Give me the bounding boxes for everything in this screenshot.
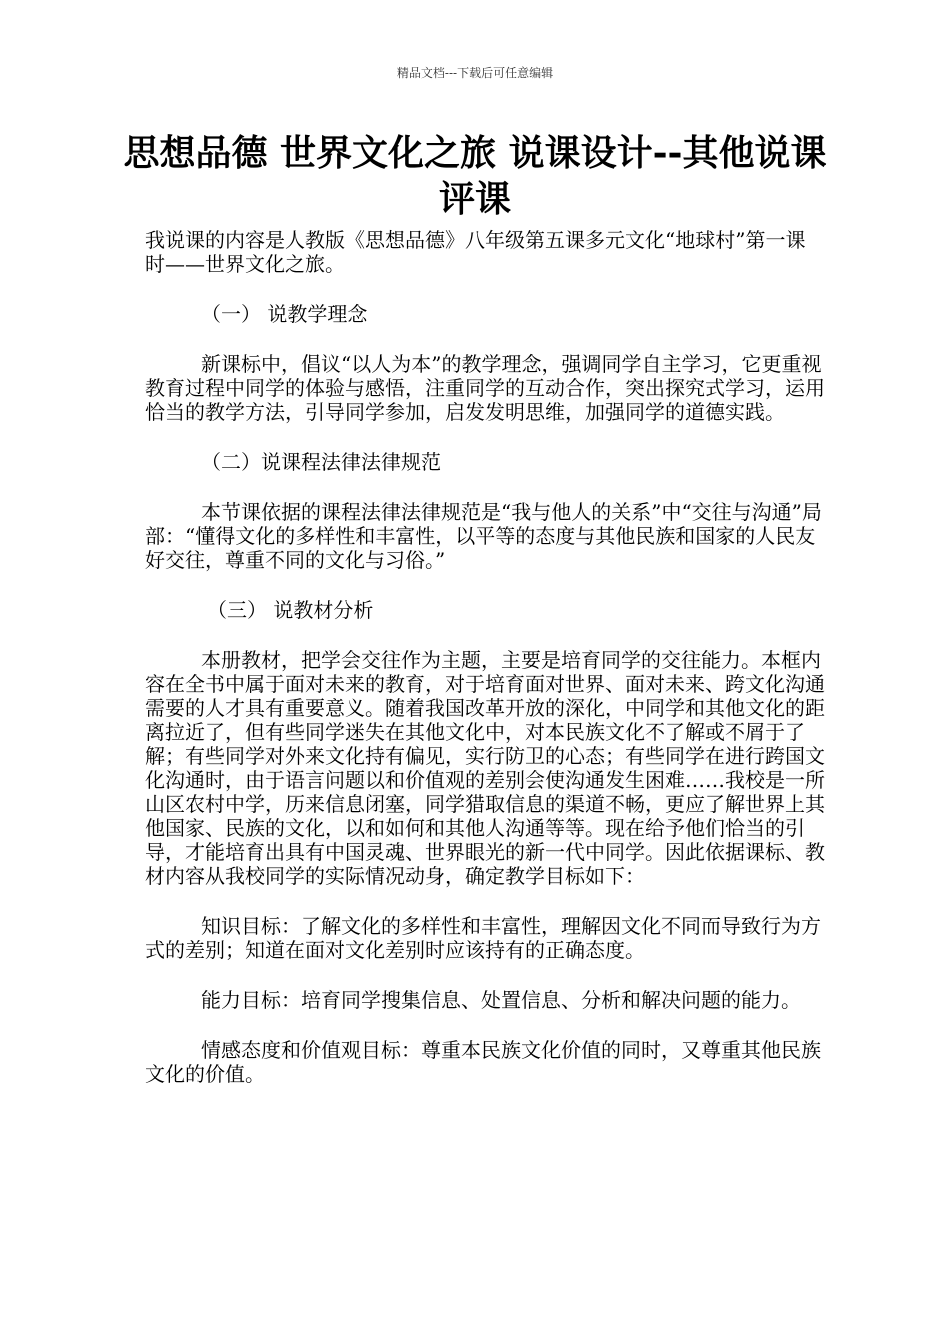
section-heading-textbook-analysis: （三） 说教材分析 (207, 598, 374, 622)
paragraph-textbook-analysis: 本册教材，把学会交往作为主题，主要是培育同学的交往能力。本框内容在全书中属于面对未来的教育，对于培育面对世界、面对未来、跨文化沟通需要的人才具有重要意义。随着我国改革开放的深化，中同学和其他文化的距离拉近了，但有些同学迷失在其他文化中，对本民族文化不了解或不屑于了解；有些同学对外来文化持有偏见，实行防卫的心态；有些同学在进行跨国文化沟通时，由于语言问题以和价值观的差别会使沟通发生困难……我校是一所山区农村中学，历来信息闭塞，同学猎取信息的渠道不畅，更应了解世界上其他国家、民族的文化，以和如何和其他人沟通等等。现在给予他们恰当的引导，才能培育出具有中国灵魂、世界眼光的新一代中同学。因此依据课标、教材内容从我校同学的实际情况动身，确定教学目标如下： (145, 648, 825, 888)
paragraph-ability-goal: 能力目标：培育同学搜集信息、处置信息、分析和解决问题的能力。 (201, 988, 801, 1012)
document-title: 思想品德 世界文化之旅 说课设计--其他说课评课 (123, 132, 827, 220)
section-heading-teaching-concept: （一） 说教学理念 (201, 302, 368, 326)
paragraph-curriculum-standard: 本节课依据的课程法律法律规范是“我与他人的关系”中“交往与沟通”局部：“懂得文化的多样性和丰富性，以平等的态度与其他民族和国家的人民友好交往，尊重不同的文化与习俗。” (145, 500, 822, 572)
paragraph-teaching-concept: 新课标中，倡议“以人为本”的教学理念，强调同学自主学习，它更重视教育过程中同学的体验与感悟，注重同学的互动合作，突出探究式学习，运用恰当的教学方法，引导同学参加，启发发明思维，加强同学的道德实践。 (145, 352, 825, 424)
section-heading-curriculum-standard: （二）说课程法律法律规范 (201, 450, 441, 474)
header-note: 精品文档---下载后可任意编辑 (396, 66, 554, 80)
paragraph-attitude-goal: 情感态度和价值观目标：尊重本民族文化价值的同时，又尊重其他民族文化的价值。 (145, 1038, 821, 1086)
intro-paragraph: 我说课的内容是人教版《思想品德》八年级第五课多元文化“地球村”第一课时——世界文化之旅。 (145, 228, 806, 276)
paragraph-knowledge-goal: 知识目标：了解文化的多样性和丰富性，理解因文化不同而导致行为方式的差别；知道在面对文化差别时应该持有的正确态度。 (145, 914, 821, 962)
document-body (145, 228, 825, 1086)
